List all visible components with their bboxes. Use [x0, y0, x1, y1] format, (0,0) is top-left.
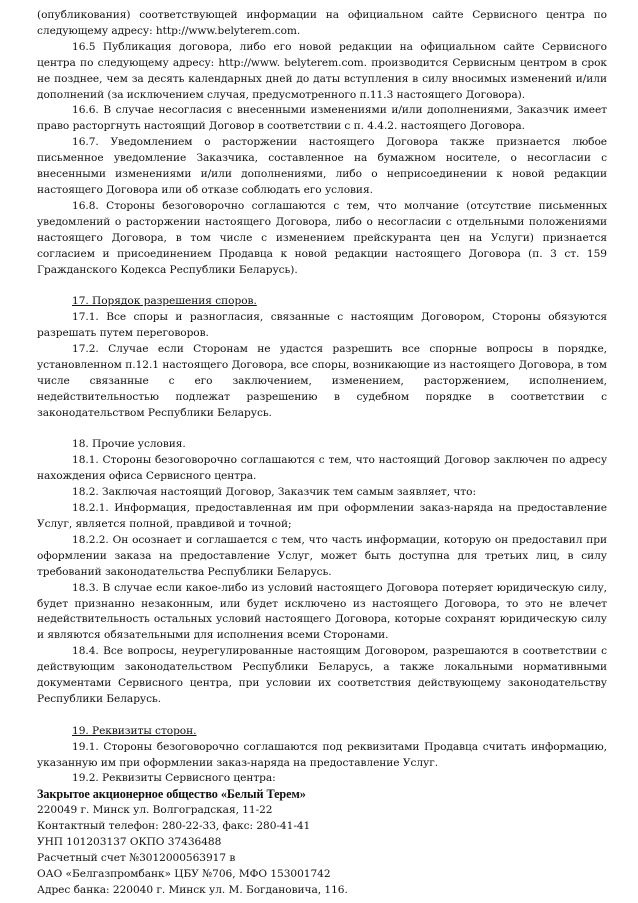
- document-page: [37, 8, 607, 899]
- company-address: 220049 г. Минск ул. Волгоградская, 11-22: [37, 804, 273, 817]
- paragraph-16-5: 16.5 Публикация договора, либо его новой редакции на официальном сайте Сервисного центра по следующему адресу: http://www. belyterem.com. производится Сервисным центром в срок не позднее, чем за десять календарных дней до даты вступления в силу вносимых изменений и/или дополнений (за исключением случая, предусмотренного п.11.3 настоящего Договора).: [37, 40, 607, 101]
- paragraph-16-6: 16.6. В случае несогласия с внесенными изменениями и/или дополнениями, Заказчик имеет право расторгнуть настоящий Договор в соответствии с п. 4.4.2. настоящего Договора.: [37, 104, 607, 133]
- paragraph-19-2: 19.2. Реквизиты Сервисного центра:: [72, 772, 276, 785]
- section-18-heading: 18. Прочие условия.: [72, 438, 186, 451]
- company-account: Расчетный счет №3012000563917 в: [37, 851, 236, 864]
- spacer: [37, 422, 607, 438]
- paragraph-18-1: 18.1. Стороны безоговорочно соглашаются с тем, что настоящий Договор заключен по адресу нахождения офиса Сервисного центра.: [37, 454, 607, 483]
- company-phone: Контактный телефон: 280-22-33, факс: 280-41-41: [37, 820, 311, 833]
- company-bank: ОАО «Белгазпромбанк» ЦБУ №706, МФО 153001742: [37, 867, 331, 880]
- paragraph-18-2: 18.2. Заключая настоящий Договор, Заказчик тем самым заявляет, что:: [72, 486, 476, 499]
- spacer: [37, 278, 607, 294]
- paragraph-18-3: 18.3. В случае если какое-либо из условий настоящего Договора потеряет юридическую силу, будет признанно незаконным, или будет исключено из настоящего Договора, то это не влечет недействительность остальных условий настоящего Договора, которые сохранят юридическую силу и являются обязательными для исполнения всеми Сторонами.: [37, 581, 607, 642]
- paragraph-17-2: 17.2. Случае если Сторонам не удастся разрешить все спорные вопросы в порядке, установленном п.12.1 настоящего Договора, все споры, возникающие из настоящего Договора, в том числе связанные с его заключением, изменением, расторжением, исполнением, недействительностью подлежат разрешению в судебном порядке в соответствии с законодательством Республики Беларусь.: [37, 343, 607, 419]
- section-19-heading: [37, 724, 607, 740]
- company-name: Закрытое акционерное общество «Белый Терем»: [37, 787, 306, 802]
- section-17-heading: [37, 294, 607, 310]
- paragraph-18-2-2: 18.2.2. Он осознает и соглашается с тем, что часть информации, которую он предоставил при оформлении заказа на предоставление Услуг, может быть доступна для третьих лиц, в силу требований законодательства Республики Беларусь.: [37, 533, 607, 578]
- paragraph-16-4-continued: (опубликования) соответствующей информации на официальном сайте Сервисного центра по следующему адресу: http://www.belyterem.com.: [37, 9, 607, 37]
- paragraph-18-4: 18.4. Все вопросы, неурегулированные настоящим Договором, разрешаются в соответствии с действующим законодательством Республики Беларусь, а также локальными нормативными документами Сервисного центра, при условии их соответствия действующему законодательству Республики Беларусь.: [37, 645, 607, 705]
- paragraph-17-1: 17.1. Все споры и разногласия, связанные с настоящим Договором, Стороны обязуются разрешать путем переговоров.: [37, 311, 607, 340]
- section-19-title: 19. Реквизиты сторон.: [72, 724, 197, 737]
- paragraph-19-1: 19.1. Стороны безоговорочно соглашаются под реквизитами Продавца считать информацию, указанную им при оформлении заказ-наряда на предоставление Услуг.: [37, 740, 607, 769]
- bank-address: Адрес банка: 220040 г. Минск ул. М. Богдановича, 116.: [37, 883, 348, 896]
- paragraph-16-8: 16.8. Стороны безоговорочно соглашаются с тем, что молчание (отсутствие письменных уведомлений о расторжении настоящего Договора, либо о несогласии с отдельными положениями настоящего Договора, в том числе с изменением прейскуранта цен на Услуги) признается согласием и присоединением Продавца к новой редакции настоящего Договора (п. 3 ст. 159 Гражданского Кодекса Республики Беларусь).: [37, 199, 607, 276]
- section-17-title: 17. Порядок разрешения споров.: [72, 295, 257, 308]
- company-unp: УНП 101203137 ОКПО 37436488: [37, 836, 222, 849]
- paragraph-18-2-1: 18.2.1. Информация, предоставленная им при оформлении заказ-наряда на предоставление Услуг, является полной, правдивой и точной;: [37, 502, 607, 530]
- paragraph-16-7: 16.7. Уведомлением о расторжении настоящего Договора также признается любое письменное уведомление Заказчика, составленное на бумажном носителе, о несогласии с внесенными изменениями и/или дополнениями, либо о неприсоединении к новой редакции настоящего Договора или об отказе соблюдать его условия.: [37, 136, 607, 196]
- spacer: [37, 708, 607, 724]
